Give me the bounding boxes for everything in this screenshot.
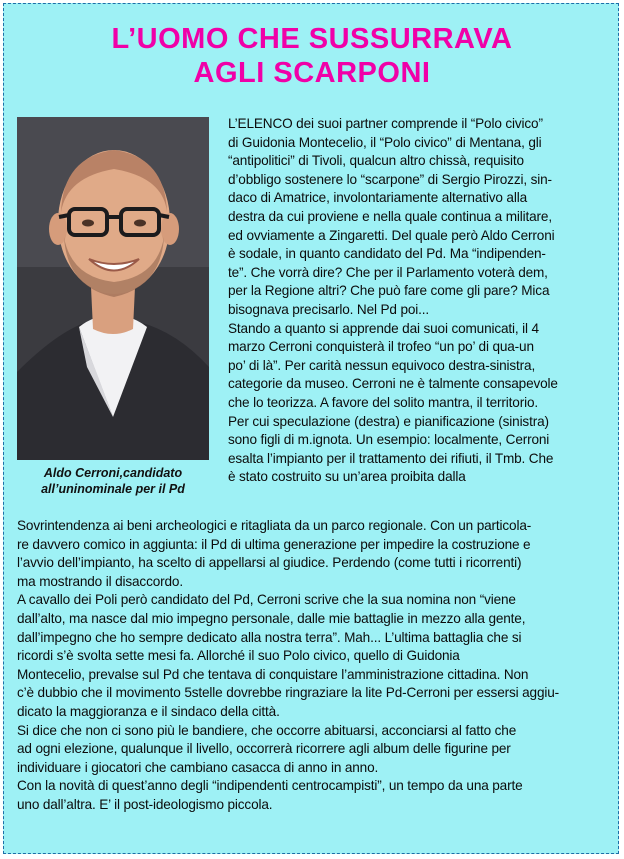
- title-line: AGLI SCARPONI: [193, 57, 431, 89]
- photo-caption: [17, 465, 209, 497]
- text-line: destra da cui proviene e nella quale continua a militare,: [228, 208, 552, 224]
- text-line: bisognava precisarlo. Nel Pd poi...: [228, 301, 430, 317]
- text-line: A cavallo dei Poli però candidato del Pd, Cerroni scrive che la sua nomina non “viene: [17, 592, 516, 608]
- text-line: Si dice che non ci sono più le bandiere, che occorre abituarsi, acconciarsi al fatto che: [17, 722, 517, 738]
- text-line: per la Regione altri? Che può fare come gli pare? Mica: [228, 283, 550, 299]
- text-line: daco di Amatrice, involontariamente alternativo alla: [228, 190, 527, 206]
- text-line: ricordi s’è svolta sette mesi fa. Allorché il suo Polo civico, quello di Guidonia: [17, 648, 460, 664]
- text-line: è sodale, in quanto candidato del Pd. Ma “indipenden-: [228, 246, 546, 262]
- text-line: ad ogni elezione, qualunque il livello, occorrerà ricorrere agli album delle figurine per: [17, 741, 511, 757]
- text-line: re davvero comico in aggiunta: il Pd di ultima generazione per impedire la costruzione e: [17, 536, 531, 552]
- text-line: c’è dubbio che il movimento 5stelle dovrebbe ringraziare la lite Pd-Cerroni per essersi aggiu-: [17, 685, 560, 701]
- article-title: [4, 22, 620, 90]
- text-line: che lo teorizza. A favore del solito mantra, il territorio.: [228, 394, 538, 410]
- article-body-full: [17, 517, 613, 815]
- text-line: Per cui speculazione (destra) e pianificazione (sinistra): [228, 413, 549, 429]
- caption-line: Aldo Cerroni,candidato: [43, 466, 183, 480]
- title-line: L’UOMO CHE SUSSURRAVA: [111, 23, 513, 55]
- text-line: Sovrintendenza ai beni archeologici e ritagliata da un parco regionale. Con un particola-: [17, 518, 532, 533]
- text-line: è stato costruito su un’area proibita dalla: [228, 469, 466, 485]
- text-line: Montecelio, prevalse sul Pd che tentava di conquistare l’amministrazione cittadina. Non: [17, 666, 529, 682]
- text-line: po’ di là”. Per carità nessun equivoco destra-sinistra,: [228, 357, 536, 373]
- text-line: ed ovviamente a Zingaretti. Del quale però Aldo Cerroni: [228, 227, 555, 243]
- portrait-illustration: [17, 117, 209, 460]
- text-line: sono figli di m.ignota. Un esempio: localmente, Cerroni: [228, 432, 550, 448]
- text-line: dall’impegno che ho sempre dedicato alla nostra terra”. Mah... L’ultima battaglia che si: [17, 629, 522, 645]
- text-line: Stando a quanto si apprende dai suoi comunicati, il 4: [228, 320, 539, 336]
- text-line: ma mostrando il disaccordo.: [17, 573, 183, 589]
- text-line: individuare i giocatori che cambiano casacca di anno in anno.: [17, 759, 379, 775]
- text-line: d’obbligo sostenere lo “scarpone” di Sergio Pirozzi, sin-: [228, 171, 552, 187]
- text-line: dall’alto, ma nasce dal mio impegno personale, dalle mie battaglie in mezzo alla gente,: [17, 610, 526, 626]
- text-line: categorie da museo. Cerroni ne è talmente consapevole: [228, 376, 558, 392]
- text-line: l’avvio dell’impianto, ha scelto di appellarsi al giudice. Perdendo (come tutti i ricorrenti): [17, 555, 522, 571]
- caption-line: all’uninominale per il Pd: [41, 482, 185, 496]
- text-line: marzo Cerroni conquisterà il trofeo “un po’ di qua-un: [228, 339, 534, 355]
- text-line: di Guidonia Montecelio, il “Polo civico” di Mentana, gli: [228, 134, 542, 150]
- text-line: uno dall’altra. E’ il post-ideologismo piccola.: [17, 796, 273, 812]
- portrait-photo: [17, 117, 209, 460]
- text-line: Con la novità di quest’anno degli “indipendenti centrocampisti”, un tempo da una parte: [17, 778, 523, 794]
- text-line: esalta l’impianto per il trattamento dei rifiuti, il Tmb. Che: [228, 450, 554, 466]
- text-line: te”. Che vorrà dire? Che per il Parlamento voterà dem,: [228, 264, 548, 280]
- article-body-column: [228, 115, 613, 487]
- text-line: dicato la maggioranza e il sindaco della città.: [17, 703, 280, 719]
- text-line: “antipolitici” di Tivoli, qualcun altro chissà, requisito: [228, 153, 524, 169]
- text-line: L’ELENCO dei suoi partner comprende il “Polo civico”: [228, 116, 543, 131]
